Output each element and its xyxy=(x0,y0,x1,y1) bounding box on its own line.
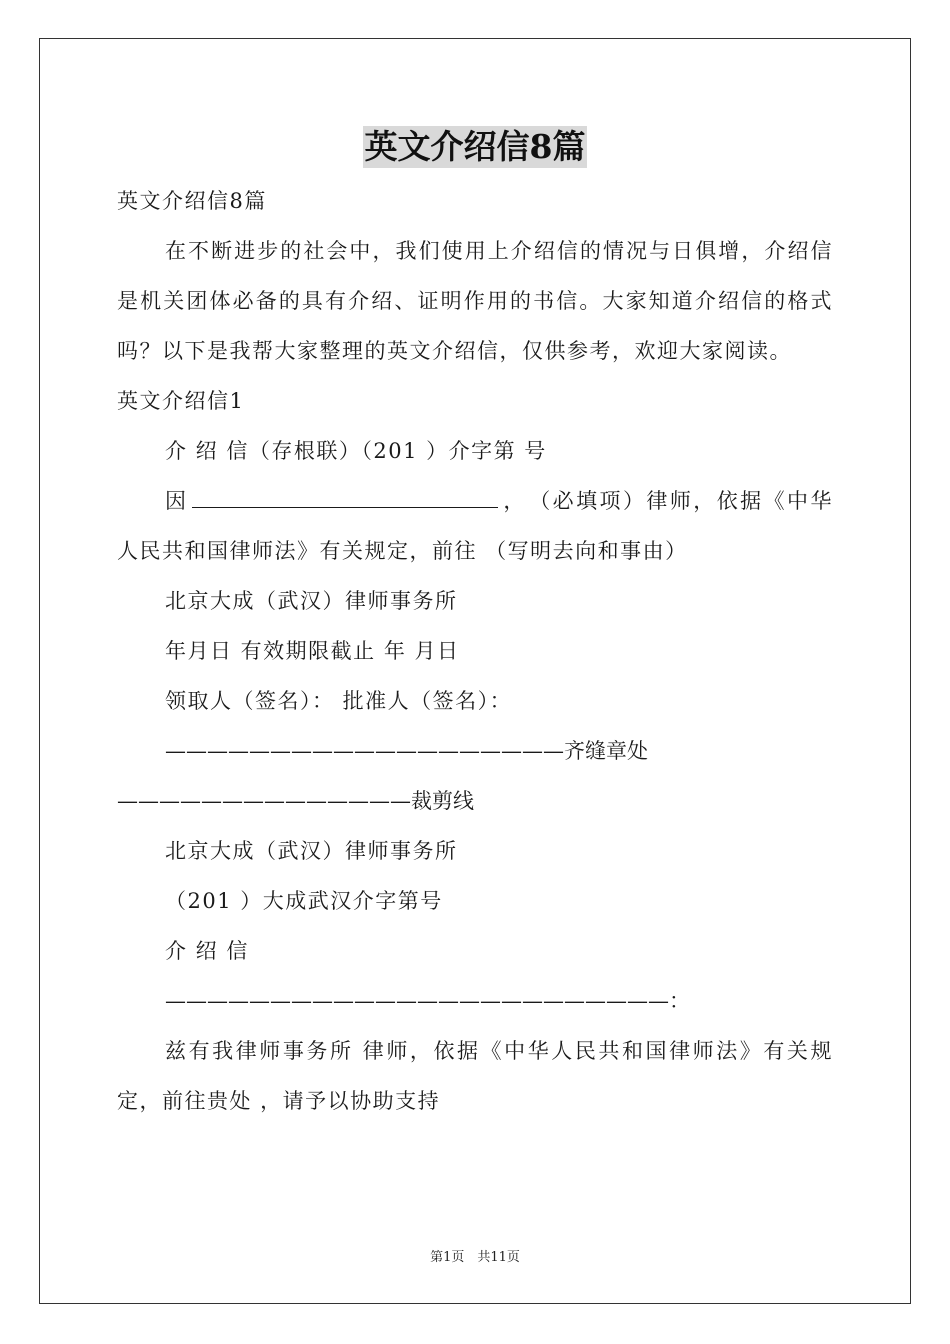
stub-header: 介 绍 信（存根联）（201 ）介字第 号 xyxy=(165,439,547,463)
title-wrap xyxy=(0,126,950,168)
signature-line: 领取人（签名）： 批准人（签名）： xyxy=(165,689,513,713)
seal-cut-line: ———————————————————齐缝章处——————————————裁剪线 xyxy=(117,739,648,813)
letter-title: 介 绍 信 xyxy=(165,939,249,963)
page-footer: 第1页 共11页 xyxy=(430,1250,520,1265)
number-line: （201 ）大成武汉介字第号 xyxy=(165,889,443,913)
body-paragraph: 兹有我律师事务所 律师，依据《中华人民共和国律师法》有关规定，前往贵处 ，请予以协助支持 xyxy=(117,1039,833,1113)
validity-line: 年月日 有效期限截止 年 月日 xyxy=(165,639,460,663)
document-body xyxy=(117,176,833,1126)
section-heading: 英文介绍信1 xyxy=(117,389,245,413)
stub-line-prefix: 因 xyxy=(165,489,189,513)
document-title: 英文介绍信8篇 xyxy=(364,127,586,166)
addressee-line: ————————————————————————： xyxy=(165,989,690,1013)
subtitle: 英文介绍信8篇 xyxy=(117,189,267,213)
stub-line-suffix: ， （必填项）律师，依据《中华人民共和国律师法》有关规定，前往 （写明去向和事由） xyxy=(117,489,833,563)
stub-line xyxy=(117,476,833,576)
fill-in-blank xyxy=(192,479,498,508)
intro-paragraph: 在不断进步的社会中，我们使用上介绍信的情况与日俱增，介绍信是机关团体必备的具有介绍、证明作用的书信。大家知道介绍信的格式吗？以下是我帮大家整理的英文介绍信，仅供参考，欢迎大家阅读。 xyxy=(117,239,833,363)
firm-name-2: 北京大成（武汉）律师事务所 xyxy=(165,839,458,863)
firm-name-1: 北京大成（武汉）律师事务所 xyxy=(165,589,458,613)
